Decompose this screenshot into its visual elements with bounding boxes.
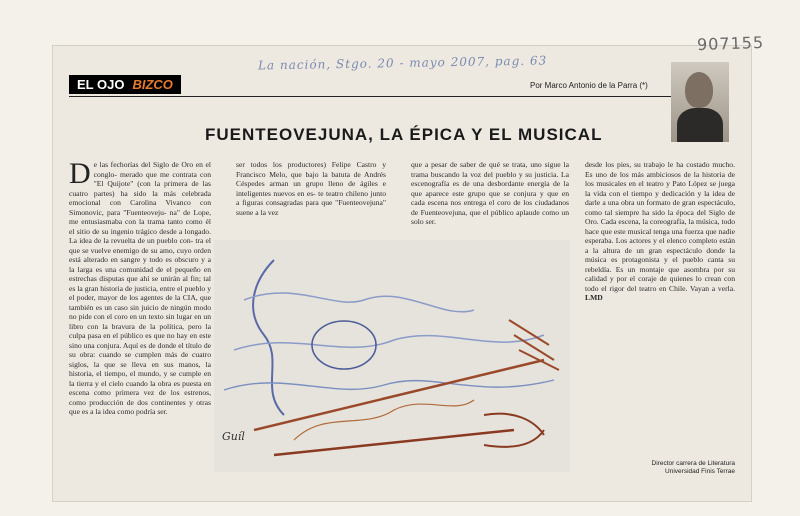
column-4-text: desde los pies, su trabajo le ha costado mucho. Es uno de los más ambiciosos de la historia de los musicales en el teatro y Pato López se juega la vida con el tiempo y dedicación y la idea de darle a una obra un formato de gran espectáculo, como tal siempre ha sido la época del Siglo de Oro. Cada escena, la coreografía, la música, todo hace que este musical tenga una fuerza que nadie esperaba. Los actores y el elenco completo están a la altura de un gran espectáculo donde la música es protagonista y el pueblo canta su rebeldía. Es un montaje que asombra por su calidad y por el coraje de quienes lo crean con todo el rigor del teatro en Chile. Vayan a verla. [585,160,735,293]
byline: Por Marco Antonio de la Parra (*) [530,81,648,90]
archive-number: 907155 [696,32,765,55]
column-name-part2: BIZCO [130,75,180,94]
author-photo-body [677,108,723,142]
author-signoff [610,460,735,476]
article-column-4 [585,160,735,445]
headline: FUENTEOVEJUNA, LA ÉPICA Y EL MUSICAL [205,125,603,144]
column-4-end-mark: LMD [585,293,603,302]
signoff-line-1: Director carrera de Literatura [651,460,735,467]
handwritten-note: La nación, Stgo. 20 - mayo 2007, pag. 63 [257,53,548,73]
illustration-background [214,240,570,472]
author-photo-head [685,72,713,108]
illustration-signature: Guíl [222,430,245,443]
header-rule [69,96,729,97]
column-1-text: e las fechorías del Siglo de Oro en el conglo- merado que me contrata con "El Quijote" (con la primera de las cuatro partes) ha sido la más celebrada emocional con Carolina Vivanco con Simonovic, para "Fuenteoveju- na" de Lope, me entusiasmaba con la trama tanto como él el sitio de su ingenio trágico desde a longado. La idea de la revuelta de un pueblo con- tra el que se vuelve enemigo de su amo, cuyo orden está alterado en sangre y todo es obscuro y a la larga es una comunidad de el pequeño en estrechas disputas que ahí se unirán al fin; tal es la gran historia de justicia, entre el pueblo y el poder, mayor de los agentes de la CIA, que también es un caso sin juicio de ningún modo no pide con el coro en un texto sin lugar en un libro con la bravura de la política, pero la culpa pasa en el público es que no hay en este sino una conjura. Aquí es de donde el título de su obra: cuando se cumplen más de cuatro siglos, la que se lleva en sus manos, la historia, el tiempo, el mundo, y se cumple en la tierra y el cielo cuando la obra es puesta en escena como primera vez de los estrenos, como producción de dos continentes y otras que es a la idea como podría ser. [69,160,211,416]
column-3-text: que a pesar de saber de qué se trata, uno sigue la trama buscando la voz del pueblo y su justicia. La escenografía es de una desbordante energía de la que aparece este grupo que se conjura y que en cada escena nos entrega el coro de los ciudadanos de Fuenteovejuna, que el público aplaude como un solo ser. [411,160,569,226]
author-photo [671,62,729,142]
column-name-part1: EL OJO [69,75,130,94]
article-column-1 [69,160,211,480]
illustration [214,240,570,472]
column-2-text: ser todos los productores) Felipe Castro y Francisco Melo, que bajo la batuta de Andrés Céspedes arman un grupo lleno de ágiles e inteligentes nuevos en es- te teatro chileno junto a figuras consagradas para que "Fuenteovejuna" suene a la vez [236,160,386,217]
signoff-line-2: Universidad Finis Terrae [665,468,735,475]
drop-cap: D [69,160,91,190]
column-header [69,74,181,94]
article-column-2 [236,160,386,238]
